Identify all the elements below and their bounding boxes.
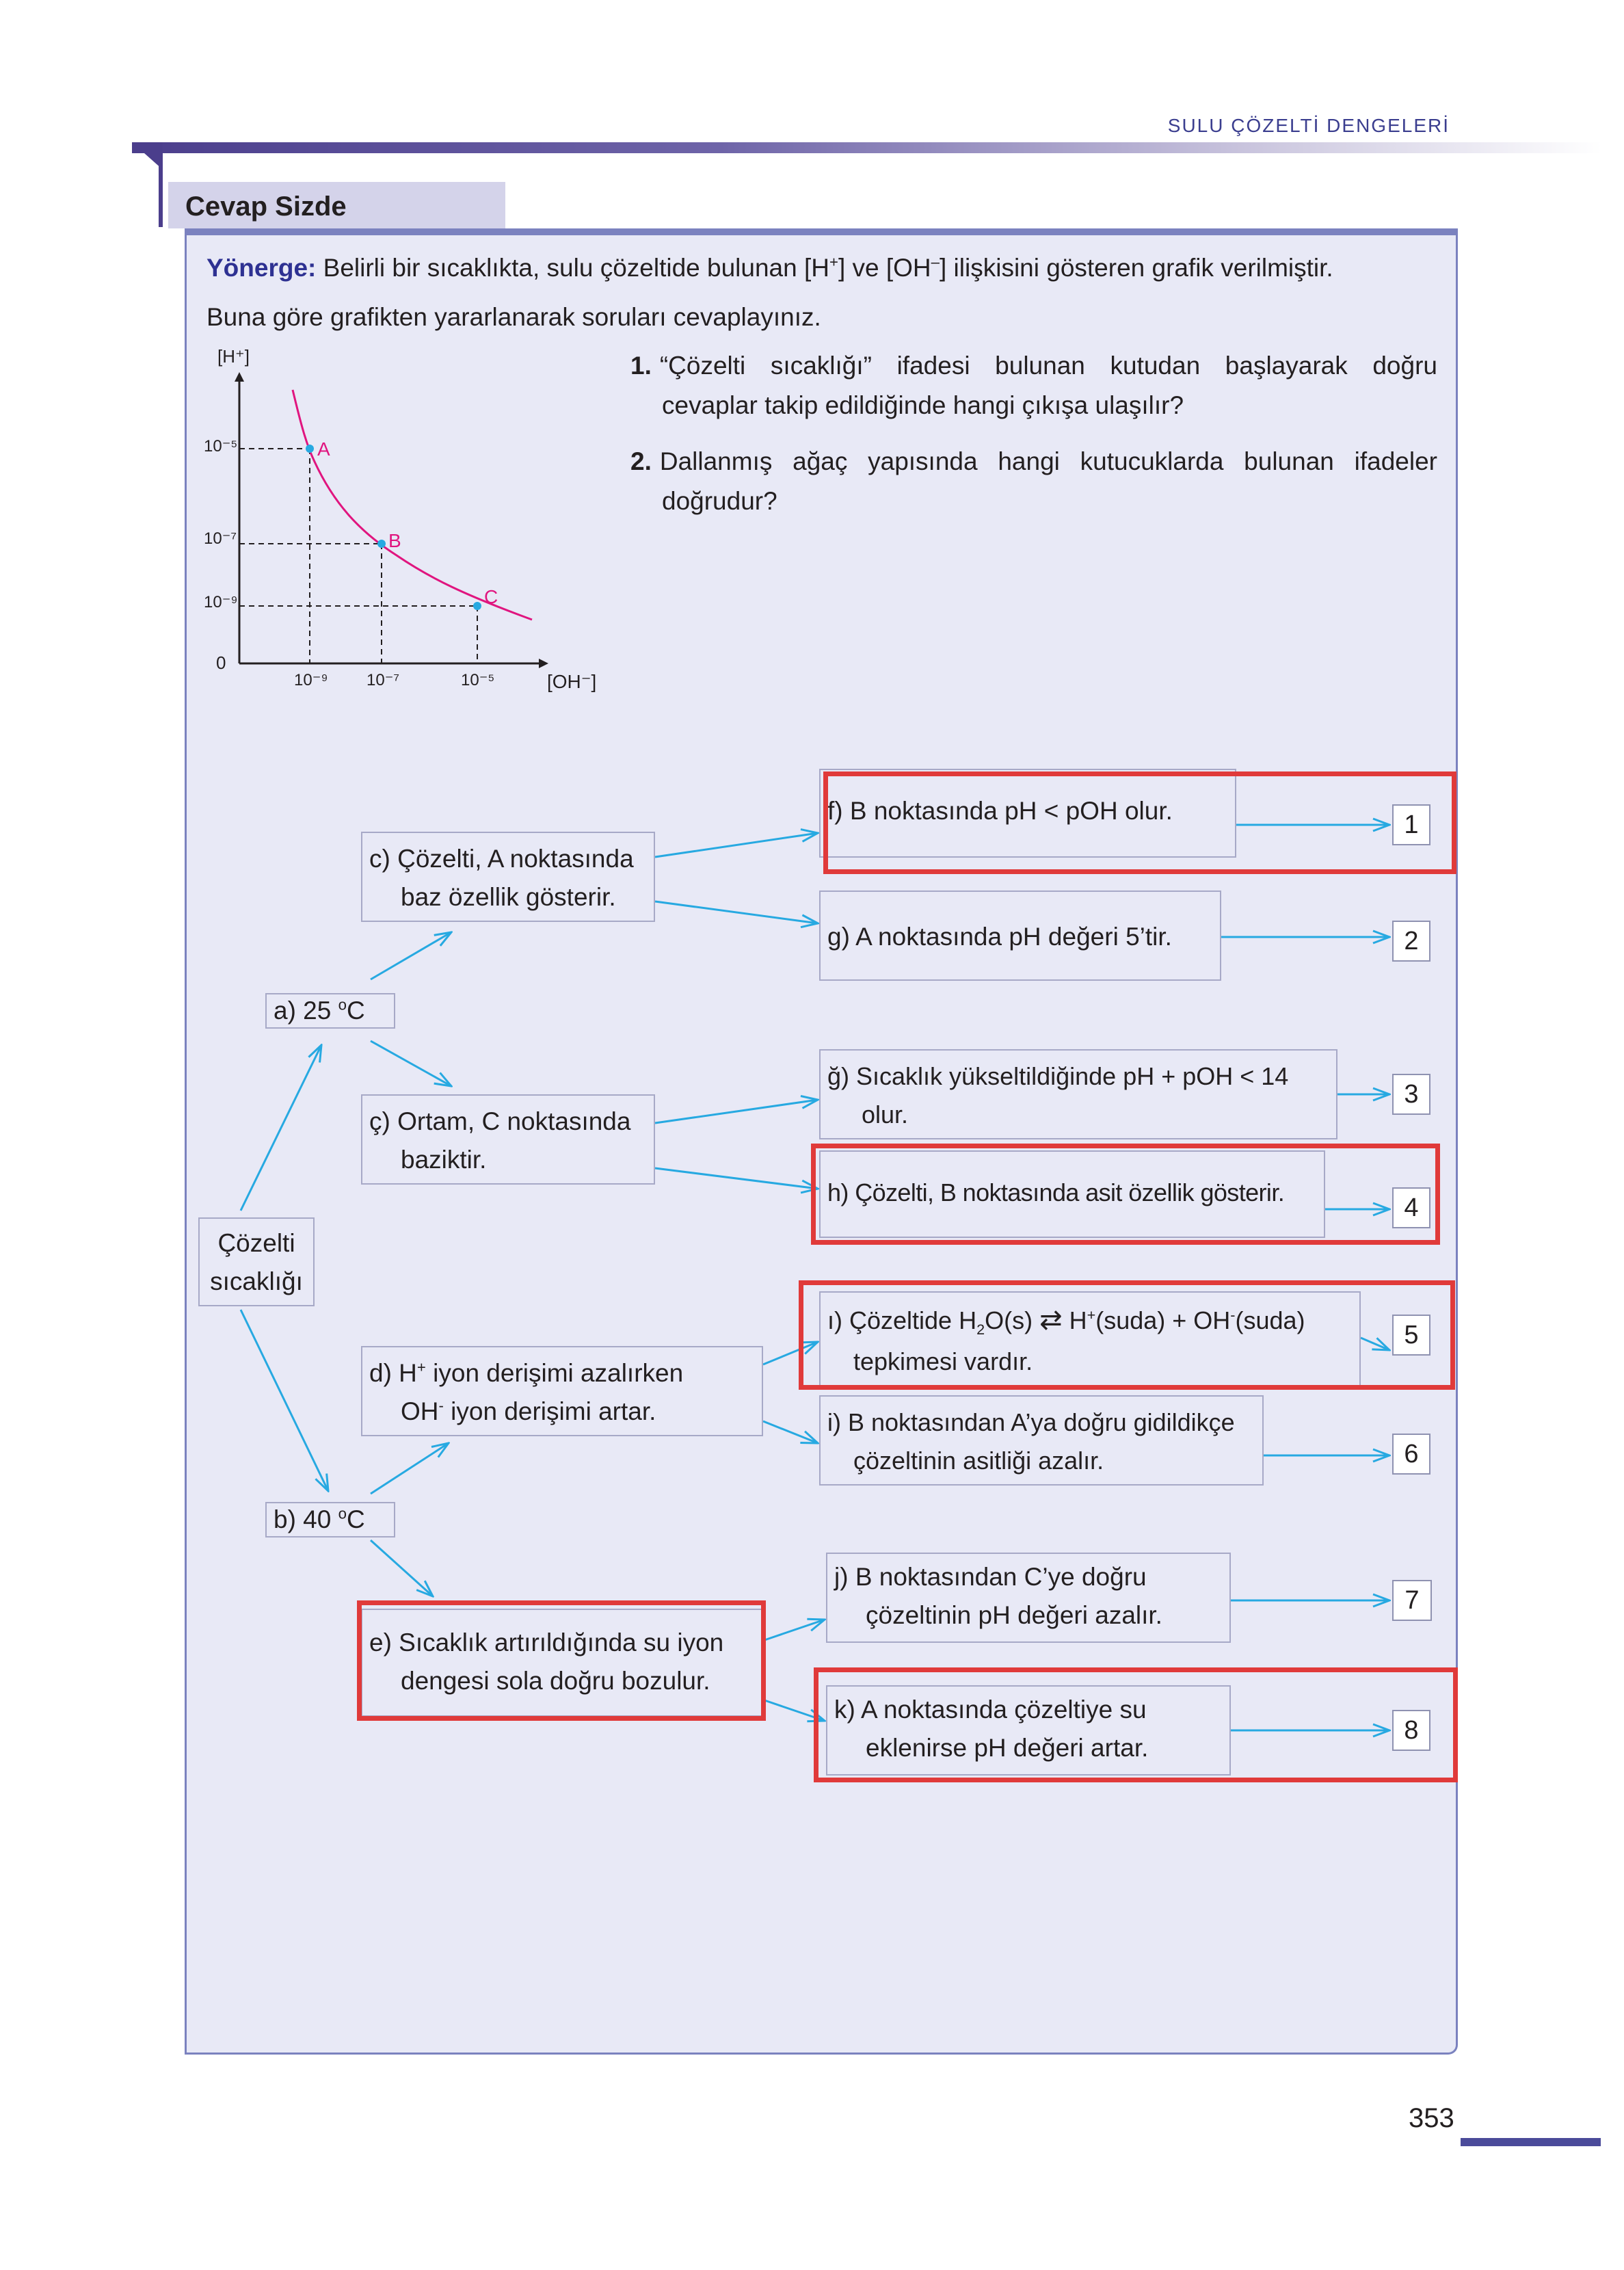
question-text: doğrudur?	[662, 487, 777, 515]
y-axis-label: [H⁺]	[217, 346, 250, 367]
box-cc-line: baziktir.	[401, 1146, 487, 1174]
box-gg-line: olur.	[862, 1100, 909, 1129]
box-g	[819, 890, 1221, 981]
arrow	[764, 1620, 825, 1640]
box-b-unit: C	[346, 1505, 365, 1533]
instruction-label: Yönerge:	[207, 254, 317, 282]
exit-7: 7	[1392, 1580, 1432, 1621]
section-title: Cevap Sizde	[168, 182, 505, 228]
sup-minus: -	[438, 1397, 444, 1414]
question-text: “Çözelti sıcaklığı” ifadesi bulunan kutudan başlayarak doğru	[659, 352, 1437, 380]
highlight-box-f	[823, 771, 1456, 874]
box-d-text: iyon derişimi artar.	[443, 1397, 656, 1425]
box-i-dotless-line: tepkimesi vardır.	[853, 1347, 1033, 1375]
arrow	[371, 932, 451, 979]
arrow	[371, 1041, 451, 1086]
arrow	[655, 1168, 818, 1189]
instruction-sup-minus: –	[931, 253, 940, 271]
question-number: 2.	[630, 447, 652, 475]
exit-2: 2	[1392, 921, 1430, 962]
box-c	[361, 832, 655, 922]
exit-6: 6	[1392, 1434, 1430, 1475]
box-i-line: i) B noktasından A’ya doğru gidildikçe	[827, 1408, 1235, 1436]
sub-2: 2	[976, 1321, 985, 1338]
box-cc-line: ç) Ortam, C noktasında	[369, 1107, 631, 1135]
box-e-line: e) Sıcaklık artırıldığında su iyon	[369, 1628, 724, 1657]
box-g-line: g) A noktasında pH değeri 5’tir.	[827, 923, 1172, 951]
box-text: ı) Çözeltide H	[827, 1306, 977, 1334]
root-box-line: sıcaklığı	[210, 1267, 303, 1295]
x-tick: 10⁻⁵	[461, 671, 495, 689]
point-b-label: B	[388, 530, 401, 551]
question-text: Dallanmış ağaç yapısında hangi kutucuklarda bulunan ifadeler	[659, 447, 1437, 475]
box-b-text: b) 40	[274, 1505, 338, 1533]
box-text: O(s)	[985, 1306, 1040, 1334]
x-tick: 10⁻⁷	[367, 671, 400, 689]
exit-5: 5	[1392, 1315, 1430, 1356]
box-a-unit: C	[346, 997, 365, 1025]
box-h-line: h) Çözelti, B noktasında asit özellik gösterir.	[827, 1178, 1285, 1206]
highlight-box-i-dotless	[799, 1280, 1455, 1390]
instruction-line-2: Buna göre grafikten yararlanarak soruları cevaplayınız.	[207, 303, 821, 331]
question-number: 1.	[630, 352, 652, 380]
point-c-label: C	[484, 586, 498, 607]
arrow	[763, 1421, 818, 1443]
x-tick: 10⁻⁹	[294, 671, 328, 689]
box-f-line: f) B noktasında pH < pOH olur.	[827, 797, 1173, 825]
box-text: H	[1062, 1306, 1087, 1334]
highlight-box-h	[811, 1144, 1440, 1245]
page-number: 353	[1409, 2103, 1454, 2133]
instruction-sup-plus: +	[829, 253, 838, 271]
box-c-line: baz özellik gösterir.	[401, 883, 616, 911]
box-k-line: eklenirse pH değeri artar.	[866, 1734, 1149, 1762]
box-d-text: d) H	[369, 1359, 417, 1387]
exit-3: 3	[1392, 1074, 1430, 1115]
box-text: (suda) + OH	[1095, 1306, 1231, 1334]
y-tick: 10⁻⁵	[204, 437, 238, 456]
degree-symbol: o	[338, 1505, 347, 1522]
box-e-line: dengesi sola doğru bozulur.	[401, 1667, 710, 1695]
y-tick: 10⁻⁷	[204, 529, 237, 548]
box-a-25c	[265, 993, 395, 1029]
degree-symbol: o	[338, 996, 347, 1014]
instruction-text-a: Belirli bir sıcaklıkta, sulu çözeltide bulunan [H	[316, 254, 829, 282]
arrow	[655, 901, 818, 923]
box-j-line: j) B noktasından C’ye doğru	[834, 1563, 1147, 1591]
sup-plus: +	[416, 1358, 426, 1376]
root-box-line: Çözelti	[217, 1229, 295, 1257]
box-a-text: a) 25	[274, 997, 338, 1025]
root-box	[198, 1217, 315, 1306]
arrow	[655, 833, 818, 857]
arrow	[371, 1443, 449, 1494]
highlight-box-e	[357, 1600, 766, 1721]
question-text: cevaplar takip edildiğinde hangi çıkışa ulaşılır?	[662, 391, 1184, 419]
box-cc	[361, 1094, 655, 1185]
box-d-text: OH	[401, 1397, 439, 1425]
point-a-label: A	[317, 438, 330, 460]
arrow	[241, 1045, 321, 1211]
equilibrium-arrow-icon: ⇄	[1039, 1305, 1063, 1335]
box-c-line: c) Çözelti, A noktasında	[369, 845, 634, 873]
running-head: SULU ÇÖZELTİ DENGELERİ	[1167, 115, 1450, 136]
exit-8: 8	[1392, 1710, 1430, 1751]
box-gg	[819, 1049, 1337, 1139]
instruction-text-b: ] ve [OH	[838, 254, 931, 282]
box-i-line: çözeltinin asitliği azalır.	[853, 1447, 1104, 1475]
arrow	[241, 1310, 328, 1491]
box-gg-line: ğ) Sıcaklık yükseltildiğinde pH + pOH < 14	[827, 1062, 1289, 1090]
instruction-text-c: ] ilişkisini gösteren grafik verilmiştir.	[940, 254, 1333, 282]
origin-label: 0	[216, 652, 226, 673]
box-j-line: çözeltinin pH değeri azalır.	[866, 1601, 1162, 1629]
box-d-line	[369, 1354, 755, 1393]
box-b-40c	[265, 1502, 395, 1537]
box-i	[819, 1395, 1264, 1486]
sup-plus: +	[1087, 1306, 1096, 1323]
box-d-line	[369, 1393, 755, 1431]
box-d-text: iyon derişimi azalırken	[425, 1359, 684, 1387]
sup-minus: -	[1230, 1306, 1236, 1323]
exit-4: 4	[1392, 1187, 1430, 1228]
highlight-box-k	[814, 1667, 1458, 1782]
y-tick: 10⁻⁹	[204, 593, 238, 611]
box-j	[826, 1553, 1231, 1643]
exit-1: 1	[1392, 804, 1430, 845]
box-text: (suda)	[1235, 1306, 1305, 1334]
arrow	[371, 1540, 433, 1596]
box-k-line: k) A noktasında çözeltiye su	[834, 1695, 1147, 1724]
box-d	[361, 1346, 763, 1436]
arrow	[655, 1100, 818, 1123]
footer-bar	[1461, 2138, 1601, 2146]
x-axis-label: [OH⁻]	[547, 671, 597, 692]
